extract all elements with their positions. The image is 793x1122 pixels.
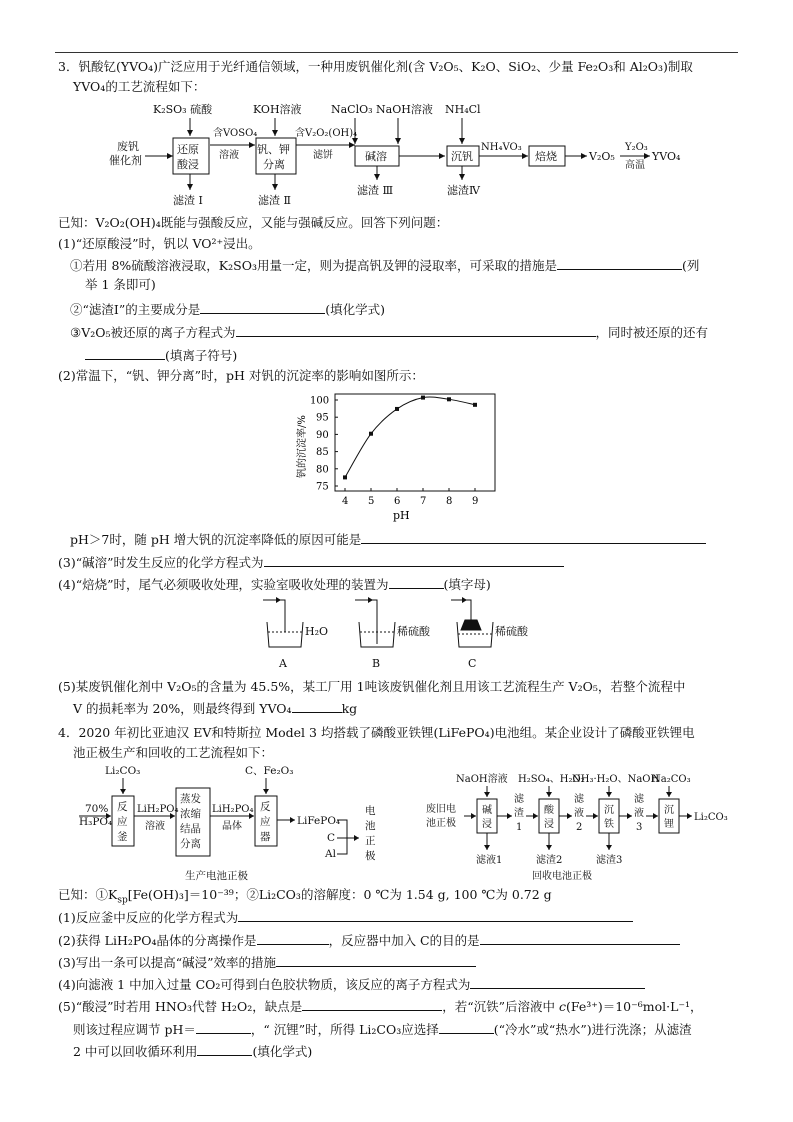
q3-part1: (1)“还原酸浸”时，钒以 VO²⁺浸出。 (58, 236, 261, 251)
q4-p2-mid: ，反应器中加入 C的目的是 (328, 933, 480, 948)
apparatus-b (355, 600, 395, 647)
answer-blank-4[interactable] (85, 347, 165, 360)
flow-product2: YVO₄ (652, 150, 681, 163)
flowA-box1-l1: 反 (117, 801, 128, 813)
answer-blank-10[interactable] (257, 932, 329, 945)
q4-p5-tail: (填化学式) (252, 1044, 313, 1059)
q4-p5-wash-tail: (“冷水”或“热水”)进行洗涤；从滤渣 (493, 1022, 692, 1037)
apparatus-c-liquid: 稀硫酸 (495, 625, 528, 638)
answer-blank-6[interactable] (264, 554, 564, 567)
flowA-caption: 生产电池正极 (185, 870, 248, 882)
q3-part1-i (70, 257, 699, 274)
q4-p5-c: c (558, 999, 566, 1014)
chart-data-point (343, 475, 347, 479)
q4-p5-mid: ，若“沉铁”后溶液中 (442, 999, 559, 1014)
flowB-mid2-l2: 液 (574, 808, 584, 819)
flowA-box1-l2: 应 (117, 816, 128, 828)
answer-blank-7[interactable] (389, 576, 444, 589)
flowA-c-fe2o3: C、Fe₂O₃ (245, 765, 294, 777)
flowA-final-l4: 极 (365, 850, 376, 862)
flowA-final-l1: 电 (365, 805, 376, 817)
flow-start-l2: 催化剂 (109, 154, 142, 167)
flow-residue1: 滤渣 Ⅰ (173, 194, 203, 207)
apparatus-c-letter: C (468, 657, 477, 670)
apparatus-b-letter: B (372, 657, 381, 670)
q4-p4-text: (4)向滤液 1 中加入过量 CO₂可得到白色胶状物质，该反应的离子方程式为 (58, 977, 471, 992)
flowA-arrow2-bottom: 晶体 (222, 821, 242, 832)
q3-p5-text: V 的损耗率为 20%，则最终得到 YVO₄ (73, 701, 292, 716)
flowA-box2-l4: 分离 (180, 838, 201, 850)
flowA-box2-l1: 蒸发 (180, 793, 201, 805)
q3-p4-tail: (填字母) (443, 577, 491, 592)
answer-blank-17[interactable] (197, 1043, 252, 1056)
q4-production-flow (75, 762, 400, 884)
apparatus-diagram (255, 592, 555, 672)
q3-p1-ii-tail: (填化学式) (325, 302, 385, 317)
answer-blank-14[interactable] (302, 998, 442, 1011)
flow-residue2: 滤渣 Ⅱ (258, 194, 291, 207)
q3-part4 (58, 576, 491, 593)
q3-part5-l2 (73, 700, 357, 717)
flowB-box2-l2: 浸 (544, 819, 554, 830)
flowA-box2-l3: 结晶 (180, 823, 201, 835)
answer-blank-5[interactable] (361, 531, 706, 544)
top-rule (55, 52, 738, 53)
chart-y-tick-label: 100 (310, 395, 330, 407)
flow-box2-l2: 分离 (263, 158, 285, 171)
chart-frame (335, 394, 495, 491)
q4-part2 (58, 932, 680, 949)
flowB-mid1-l3: 1 (516, 822, 523, 833)
flow-box1-l1: 还原 (177, 143, 199, 156)
q4-stem-line2: 池正极生产和回收的工艺流程如下： (73, 745, 274, 760)
q4-p2-text: (2)获得 LiH₂PO₄晶体的分离操作是 (58, 933, 257, 948)
flowB-residue3: 滤渣3 (596, 855, 623, 866)
chart-y-label: 钒的沉淀率/% (297, 415, 308, 478)
flow-reagent1: K₂SO₃ 硫酸 (153, 103, 213, 116)
answer-blank-8[interactable] (292, 700, 342, 713)
flowA-arrow2-top: LiH₂PO₄ (212, 804, 254, 815)
flowB-residue1: 滤液1 (476, 855, 503, 866)
chart-y-tick-label: 85 (316, 447, 329, 459)
q3-p2-q-text: pH＞7时，随 pH 增大钒的沉淀率降低的原因可能是 (70, 532, 362, 547)
flowB-reagent3: NH₃·H₂O、NaOH (572, 774, 660, 785)
flowA-box1-l3: 釜 (117, 831, 128, 843)
q4-p5-wash: ，“ 沉锂”时，所得 Li₂CO₃应选择 (250, 1022, 439, 1037)
q3-part1-iii-cont (85, 347, 237, 364)
chart-y-tick-label: 75 (316, 481, 329, 493)
chart-data-point (473, 403, 477, 407)
q3-stem-line2: YVO₄的工艺流程如下： (73, 79, 206, 94)
answer-blank-13[interactable] (470, 976, 645, 989)
flowA-box2-l2: 浓缩 (180, 808, 201, 820)
q3-p1-i-tail: (列 (681, 258, 700, 273)
flow-arrow1-l1: 含VOSO₄ (213, 128, 258, 139)
q4-p5-recycle: 2 中可以回收循环利用 (73, 1044, 198, 1059)
chart-x-label: pH (393, 509, 410, 522)
q3-part2-q (70, 531, 706, 548)
ph-precipitation-chart (290, 388, 505, 523)
flow-arrow2-l1: 含V₂O₂(OH)₄ (295, 128, 358, 139)
q3-p1-ii-text: ②“滤渣Ⅰ”的主要成分是 (70, 302, 201, 317)
flowB-residue2: 滤渣2 (536, 855, 563, 866)
flow-reagent3: NaClO₃ NaOH溶液 (331, 103, 433, 116)
q4-p5-text: (5)“酸浸”时若用 HNO₃代替 H₂O₂，缺点是 (58, 999, 303, 1014)
flow-reagent4: NH₄Cl (445, 103, 481, 116)
flowA-li2co3: Li₂CO₃ (105, 765, 141, 777)
answer-blank-3[interactable] (236, 324, 596, 337)
q3-part3 (58, 554, 564, 571)
flow-box4: 沉钒 (451, 150, 473, 163)
q3-part1-iii (70, 324, 708, 341)
flowA-start-l1: 70% (85, 803, 109, 815)
q3-p1-iii-tail2: (填离子符号) (165, 348, 238, 363)
flowB-box4-l2: 锂 (664, 819, 674, 830)
flow-arrow6-top: Y₂O₃ (625, 142, 648, 153)
chart-x-tick-label: 5 (368, 496, 375, 507)
q3-p4-text: (4)“焙烧”时，尾气必须吸收处理，实验室吸收处理的装置为 (58, 577, 389, 592)
flowB-box3-l1: 沉 (604, 805, 614, 816)
q4-p3-text: (3)写出一条可以提高“碱浸”效率的措施 (58, 955, 276, 970)
flowB-box1-l1: 碱 (482, 805, 492, 816)
q4-stem-line1: 4．2020 年初比亚迪汉 EV和特斯拉 Model 3 均搭载了磷酸亚铁锂(LiFePO₄)电池组。某企业设计了磷酸亚铁锂电 (58, 725, 695, 740)
q4-part5-l2 (73, 1021, 692, 1038)
q4-known-sub: sp (117, 895, 128, 906)
flow-box5: 焙烧 (535, 150, 557, 163)
flowA-c: C (327, 832, 336, 844)
flowA-start-l2: H₃PO₄ (79, 816, 113, 828)
flow-arrow2-l2: 滤饼 (313, 150, 333, 161)
chart-x-tick-label: 6 (394, 496, 401, 507)
q4-p5-conc: (Fe³⁺)＝10⁻⁶mol·L⁻¹， (565, 999, 703, 1014)
flowA-arrow1-bottom: 溶液 (145, 821, 165, 832)
flowB-mid3-l2: 液 (634, 808, 644, 819)
flow-box3: 碱溶 (365, 150, 387, 163)
chart-data-point (447, 397, 451, 401)
flow-box2-l1: 钒、钾 (257, 143, 290, 156)
q3-stem-line1: 3．钒酸钇(YVO₄)广泛应用于光纤通信领域，一种用废钒催化剂(含 V₂O₅、K₂O、SiO₂、少量 Fe₂O₃和 Al₂O₃)制取 (58, 59, 693, 74)
answer-blank-9[interactable] (238, 909, 633, 922)
flow-arrow4: NH₄VO₃ (481, 142, 522, 153)
flowB-mid1-l2: 渣 (514, 808, 524, 819)
apparatus-a (263, 600, 303, 647)
chart-y-tick-label: 80 (316, 464, 329, 476)
q3-part1-i-cont: 举 1 条即可) (85, 277, 156, 292)
chart-series-line (345, 397, 475, 477)
flowA-box3-l2: 应 (260, 816, 271, 828)
q3-part2: (2)常温下，“钒、钾分离”时，pH 对钒的沉淀率的影响如图所示： (58, 368, 424, 383)
chart-x-tick-label: 4 (342, 496, 349, 507)
flowB-box1-l2: 浸 (482, 819, 492, 830)
chart-x-tick-label: 9 (472, 496, 479, 507)
chart-y-tick-label: 90 (316, 429, 329, 441)
q3-p1-iii-text: ③V₂O₅被还原的离子方程式为 (70, 325, 236, 340)
flow-residue4: 滤渣Ⅳ (447, 184, 480, 197)
q3-known: 已知：V₂O₂(OH)₄既能与强酸反应，又能与强碱反应。回答下列问题： (58, 215, 449, 230)
flowB-caption: 回收电池正极 (532, 871, 592, 882)
flowA-final-l2: 池 (365, 820, 376, 832)
chart-data-point (421, 396, 425, 400)
flowB-mid3-l3: 3 (636, 822, 643, 833)
flowB-box3-l2: 铁 (604, 819, 614, 830)
chart-x-tick-label: 8 (446, 496, 453, 507)
chart-data-point (369, 432, 373, 436)
q4-known-b: [Fe(OH)₃]＝10⁻³⁹；②Li₂CO₃的溶解度：0 ℃为 1.54 g, 100 ℃为 0.72 g (127, 887, 552, 902)
answer-blank-16[interactable] (439, 1021, 494, 1034)
flowB-mid2-l3: 2 (576, 822, 583, 833)
flowB-mid1-l1: 滤 (514, 794, 524, 805)
flowB-box2-l1: 酸 (544, 805, 554, 816)
q4-known-a: 已知：①K (58, 887, 118, 902)
q4-known (58, 887, 552, 909)
q4-part5-l1 (58, 998, 703, 1015)
q4-p1-text: (1)反应釜中反应的化学方程式为 (58, 910, 239, 925)
flowA-al: Al (325, 848, 336, 860)
flowB-mid3-l1: 滤 (634, 794, 644, 805)
flow-reagent2: KOH溶液 (253, 103, 302, 116)
q3-p1-iii-tail: ，同时被还原的还有 (595, 325, 709, 340)
answer-blank-12[interactable] (276, 954, 476, 967)
flowB-reagent4: Na₂CO₃ (652, 774, 691, 785)
flow-box1-l2: 酸浸 (177, 158, 199, 171)
apparatus-b-liquid: 稀硫酸 (397, 625, 430, 638)
flowB-product: Li₂CO₃ (694, 812, 728, 823)
q3-p1-i-text: ①若用 8%硫酸溶液浸取，K₂SO₃用量一定，则为提高钒及钾的浸取率，可采取的措施是 (70, 258, 557, 273)
chart-x-tick-label: 7 (420, 496, 427, 507)
flow-start-l1: 废钒 (117, 140, 139, 153)
flow-product1: V₂O₅ (589, 150, 615, 163)
q4-p5-ph: 则该过程应调节 pH＝ (73, 1022, 196, 1037)
q3-p5-unit: kg (341, 701, 358, 716)
apparatus-a-liquid: H₂O (305, 625, 329, 638)
flowB-mid2-l1: 滤 (574, 794, 584, 805)
flowA-box3-l3: 器 (260, 831, 271, 843)
flowA-final-l3: 正 (365, 835, 376, 847)
flowB-box4-l1: 沉 (664, 805, 674, 816)
q3-flow-diagram (95, 98, 695, 208)
flow-arrow1-l2: 溶液 (219, 150, 239, 161)
answer-blank-2[interactable] (200, 301, 325, 314)
q3-p3-text: (3)“碱溶”时发生反应的化学方程式为 (58, 555, 264, 570)
q4-part3 (58, 954, 476, 971)
answer-blank-11[interactable] (480, 932, 680, 945)
q3-part1-ii (70, 301, 385, 318)
answer-blank-1[interactable] (557, 257, 682, 270)
apparatus-a-letter: A (279, 657, 287, 670)
q4-part4 (58, 976, 645, 993)
q4-recycle-flow (420, 772, 740, 884)
apparatus-c (451, 600, 493, 647)
flow-residue3: 滤渣 Ⅲ (357, 184, 394, 197)
flowA-box3-l1: 反 (260, 801, 271, 813)
q4-part1 (58, 909, 633, 926)
q3-part5-l1: (5)某废钒催化剂中 V₂O₅的含量为 45.5%，某工厂用 1吨该废钒催化剂且用该工艺流程生产 V₂O₅，若整个流程中 (58, 679, 686, 694)
flowB-start-l2: 池正极 (426, 818, 456, 829)
flowA-arrow1-top: LiH₂PO₄ (137, 804, 179, 815)
chart-data-point (395, 407, 399, 411)
flowB-start-l1: 废旧电 (426, 804, 456, 815)
flowB-reagent1: NaOH溶液 (456, 774, 508, 785)
flowB-reagent2: H₂SO₄、H₂O₂ (518, 774, 585, 785)
flow-arrow6-bottom: 高温 (625, 160, 645, 171)
flowA-product: LiFePO₄ (297, 815, 341, 827)
chart-y-tick-label: 95 (316, 412, 329, 424)
answer-blank-15[interactable] (196, 1021, 251, 1034)
q4-part5-l3 (73, 1043, 312, 1060)
